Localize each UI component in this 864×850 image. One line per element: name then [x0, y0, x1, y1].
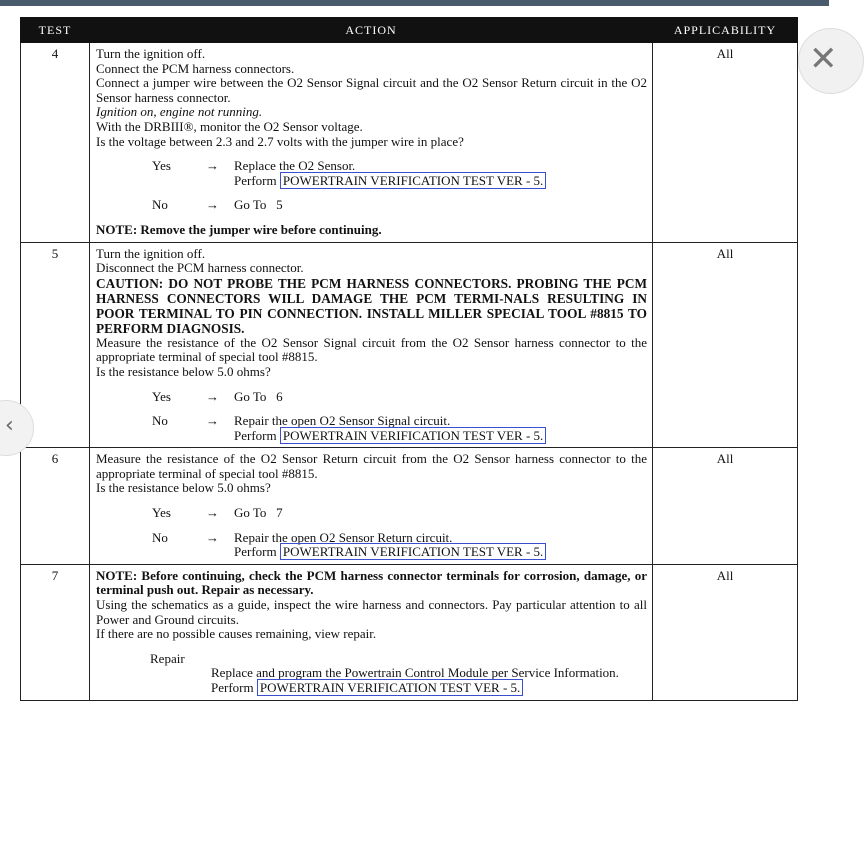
arrow-icon: → — [206, 413, 219, 429]
close-icon: ✕ — [809, 39, 838, 79]
step-text: Ignition on, engine not running. — [96, 104, 263, 120]
action-cell — [90, 242, 653, 448]
perform-label: Perform — [234, 427, 277, 443]
verification-test-link[interactable]: POWERTRAIN VERIFICATION TEST VER - 5. — [257, 679, 523, 696]
applicability-value: All — [653, 242, 798, 448]
no-option — [96, 198, 647, 213]
question-text: Is the resistance below 5.0 ohms? — [96, 480, 271, 496]
no-label: No — [152, 413, 168, 429]
perform-label: Perform — [234, 544, 277, 560]
header-action: ACTION — [90, 18, 653, 43]
step-text: Connect a jumper wire between the O2 Sensor Signal circuit and the O2 Sensor Return circuit in the O2 Sensor harness connector. — [96, 75, 647, 105]
yes-label: Yes — [152, 388, 171, 404]
arrow-icon: → — [206, 158, 219, 174]
note-text: NOTE: Remove the jumper wire before continuing. — [96, 221, 382, 237]
action-cell — [90, 448, 653, 565]
table-row — [21, 43, 798, 243]
no-text: Repair the open O2 Sensor Signal circuit. — [234, 413, 451, 429]
step-text: Using the schematics as a guide, inspect the wire harness and connectors. Pay particular attention to all Power and Ground circuits. — [96, 597, 647, 627]
arrow-icon: → — [206, 388, 219, 404]
note-text: NOTE: Before continuing, check the PCM harness connector terminals for corrosion, damage, or terminal push out. Repair as necessary. — [96, 567, 647, 598]
yes-text: Go To 6 — [234, 388, 283, 404]
close-button[interactable] — [798, 28, 864, 94]
step-text: Measure the resistance of the O2 Sensor Return circuit from the O2 Sensor harness connector to the appropriate terminal of special tool #8815. — [96, 451, 647, 481]
action-cell — [90, 43, 653, 243]
test-number: 6 — [21, 448, 90, 565]
no-option — [96, 531, 647, 560]
verification-test-link[interactable]: POWERTRAIN VERIFICATION TEST VER - 5. — [280, 543, 546, 560]
repair-label: Repair — [150, 650, 185, 666]
question-text: Is the voltage between 2.3 and 2.7 volts with the jumper wire in place? — [96, 133, 464, 149]
no-text: Go To 5 — [234, 197, 283, 213]
step-text: Measure the resistance of the O2 Sensor Signal circuit from the O2 Sensor harness connector to the appropriate terminal of special tool #8815. — [96, 334, 647, 365]
table-header-row — [21, 18, 798, 43]
no-label: No — [152, 529, 168, 545]
verification-test-link[interactable]: POWERTRAIN VERIFICATION TEST VER - 5. — [280, 172, 546, 189]
applicability-value: All — [653, 564, 798, 700]
question-text: Is the resistance below 5.0 ohms? — [96, 363, 271, 379]
caution-text: CAUTION: DO NOT PROBE THE PCM HARNESS CONNECTORS. PROBING THE PCM HARNESS CONNECTORS WILL DAMAGE THE PCM TERMI-NALS RESULTING IN POOR TERMINAL TO PIN CONNECTION. INSTALL MILLER SPECIAL TOOL #8815 TO PERFORM DIAGNOSIS. — [96, 275, 647, 336]
table-row — [21, 242, 798, 448]
yes-option — [96, 506, 647, 521]
applicability-value: All — [653, 448, 798, 565]
arrow-icon: → — [206, 197, 219, 213]
diagnostic-table — [20, 17, 798, 701]
step-text: Turn the ignition off. — [96, 245, 206, 261]
step-text: With the DRBIII®, monitor the O2 Sensor voltage. — [96, 118, 363, 134]
repair-body — [96, 666, 647, 695]
arrow-icon: → — [206, 529, 219, 545]
no-text: Repair the open O2 Sensor Return circuit. — [234, 529, 453, 545]
step-text: Connect the PCM harness connectors. — [96, 60, 295, 76]
chevron-left-icon: ‹ — [5, 413, 14, 438]
table-row — [21, 564, 798, 700]
yes-text: Go To 7 — [234, 505, 283, 521]
applicability-value: All — [653, 43, 798, 243]
verification-test-link[interactable]: POWERTRAIN VERIFICATION TEST VER - 5. — [280, 427, 546, 444]
yes-label: Yes — [152, 505, 171, 521]
repair-text: Replace and program the Powertrain Control Module per Service Information. — [211, 665, 619, 681]
yes-option — [96, 159, 647, 188]
yes-option — [96, 390, 647, 405]
action-cell — [90, 564, 653, 700]
step-text: If there are no possible causes remaining, view repair. — [96, 626, 377, 642]
header-applicability: APPLICABILITY — [653, 18, 798, 43]
step-text: Disconnect the PCM harness connector. — [96, 260, 304, 276]
top-bar — [0, 0, 829, 6]
perform-label: Perform — [211, 680, 254, 695]
test-number: 7 — [21, 564, 90, 700]
perform-label: Perform — [234, 172, 277, 188]
yes-text: Replace the O2 Sensor. — [234, 158, 356, 174]
table-row — [21, 448, 798, 565]
test-number: 4 — [21, 43, 90, 243]
no-option — [96, 414, 647, 443]
test-number: 5 — [21, 242, 90, 448]
header-test: TEST — [21, 18, 90, 43]
yes-label: Yes — [152, 158, 171, 174]
step-text: Turn the ignition off. — [96, 46, 206, 61]
no-label: No — [152, 197, 168, 213]
arrow-icon: → — [206, 505, 219, 521]
